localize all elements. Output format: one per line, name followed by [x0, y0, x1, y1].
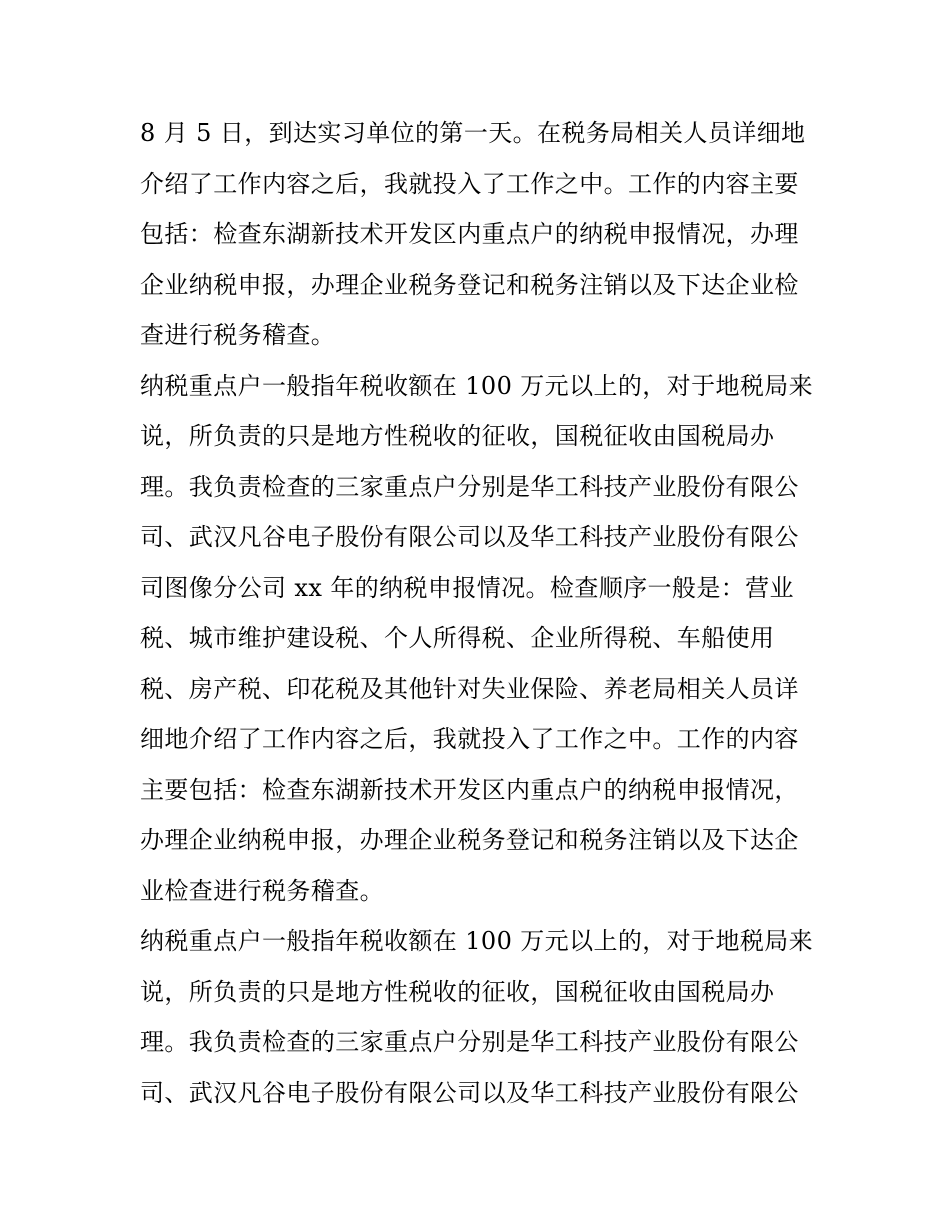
text-line-7: 说，所负责的只是地方性税收的征收，国税征收由国税局办: [140, 422, 775, 450]
text-line-14: 主要包括：检查东湖新技术开发区内重点户的纳税申报情况，: [140, 775, 799, 804]
text-line-11: 税、城市维护建设税、个人所得税、企业所得税、车船使用: [140, 624, 775, 652]
text-line-5: 查进行税务稽查。: [140, 321, 336, 349]
text-line-1: 8 月 5 日，到达实习单位的第一天。在税务局相关人员详细地: [140, 119, 806, 147]
text-line-10: 司图像分公司 xx 年的纳税申报情况。检查顺序一般是：营业: [140, 573, 794, 602]
text-line-6: 纳税重点户一般指年税收额在 100 万元以上的，对于地税局来: [140, 371, 814, 400]
text-line-17: 纳税重点户一般指年税收额在 100 万元以上的，对于地税局来: [140, 927, 814, 955]
text-line-2: 介绍了工作内容之后，我就投入了工作之中。工作的内容主要: [140, 169, 799, 198]
document-body: [140, 108, 840, 1118]
text-line-20: 司、武汉凡谷电子股份有限公司以及华工科技产业股份有限公: [140, 1078, 799, 1107]
text-line-9: 司、武汉凡谷电子股份有限公司以及华工科技产业股份有限公: [140, 523, 799, 551]
text-line-13: 细地介绍了工作内容之后，我就投入了工作之中。工作的内容: [140, 725, 799, 753]
text-line-19: 理。我负责检查的三家重点户分别是华工科技产业股份有限公: [140, 1028, 799, 1056]
text-line-4: 企业纳税申报，办理企业税务登记和税务注销以及下达企业检: [140, 270, 799, 299]
text-line-3: 包括：检查东湖新技术开发区内重点户的纳税申报情况，办理: [140, 220, 799, 248]
text-line-18: 说，所负责的只是地方性税收的征收，国税征收由国税局办: [140, 977, 775, 1006]
text-line-12: 税、房产税、印花税及其他针对失业保险、养老局相关人员详: [140, 674, 799, 703]
text-line-16: 业检查进行税务稽查。: [140, 876, 384, 905]
text-line-15: 办理企业纳税申报，办理企业税务登记和税务注销以及下达企: [140, 826, 799, 854]
text-line-8: 理。我负责检查的三家重点户分别是华工科技产业股份有限公: [140, 472, 799, 501]
